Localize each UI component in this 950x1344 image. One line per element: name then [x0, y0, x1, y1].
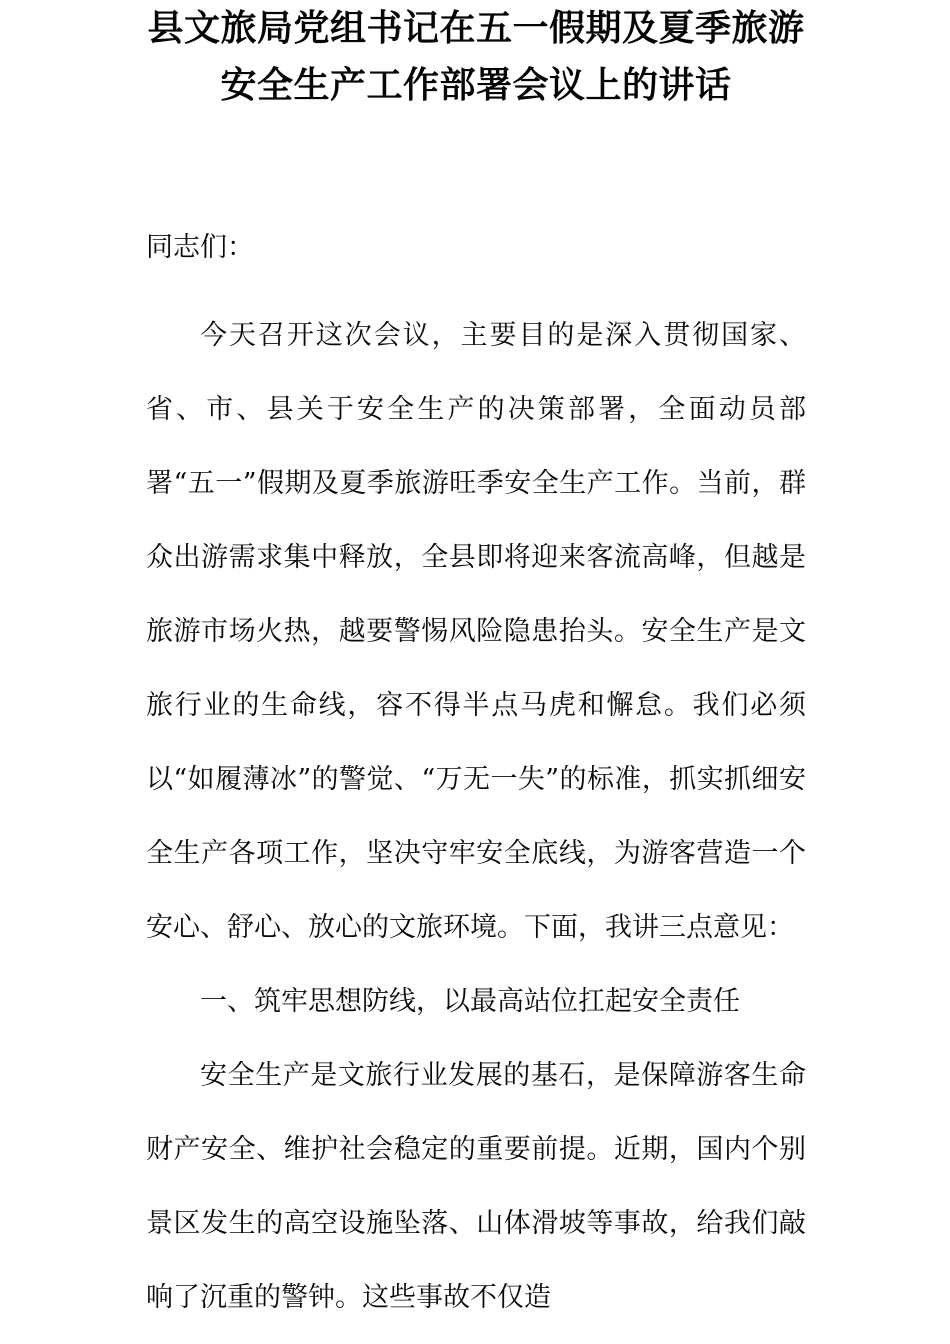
title-bottom-spacer	[146, 114, 806, 225]
section-heading-one: 一、筑牢思想防线，以最高站位扛起安全责任	[200, 986, 740, 1017]
document-body	[146, 0, 806, 1335]
page-title	[146, 0, 806, 114]
paragraph-intro: 今天召开这次会议，主要目的是深入贯彻国家、省、市、县关于安全生产的决策部署，全面动员部署“五一”假期及夏季旅游旺季安全生产工作。当前，群众出游需求集中释放，全县即将迎来客流高峰，但越是旅游市场火热，越要警惕风险隐患抬头。安全生产是文旅行业的生命线，容不得半点马虎和懈怠。我们必须以“如履薄冰”的警觉、“万无一失”的标准，抓实抓细安全生产各项工作，坚决守牢安全底线，为游客营造一个安心、舒心、放心的文旅环境。下面，我讲三点意见：	[146, 320, 806, 943]
title-line-1: 县文旅局党组书记在五一假期及夏季旅游	[147, 7, 805, 49]
paragraph-section-one-1: 安全生产是文旅行业发展的基石，是保障游客生命财产安全、维护社会稳定的重要前提。近期，国内个别景区发生的高空设施坠落、山体滑坡等事故，给我们敲响了沉重的警钟。这些事故不仅造	[146, 1060, 806, 1313]
salutation: 同志们：	[146, 232, 254, 263]
salutation-spacer	[146, 271, 806, 299]
title-line-2: 安全生产工作部署会议上的讲话	[220, 64, 732, 106]
